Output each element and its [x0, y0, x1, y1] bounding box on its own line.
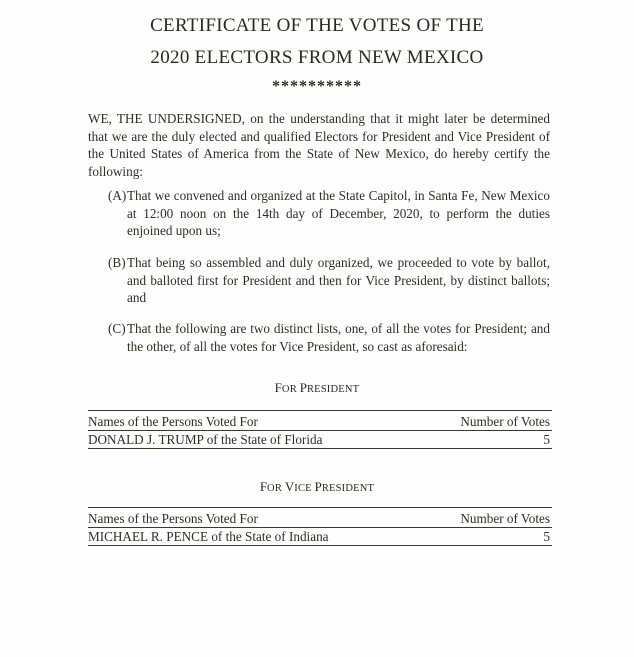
table-bottom-rule [88, 448, 552, 449]
president-votes-table [88, 410, 552, 449]
votes-column-header: Number of Votes [460, 511, 550, 526]
item-b-mark: (B) [108, 255, 126, 270]
candidate-name: DONALD J. TRUMP of the State of Florida [88, 432, 323, 447]
table-row [88, 431, 552, 448]
table-header-row [88, 510, 552, 527]
table-top-rule [88, 410, 552, 411]
item-a-mark: (A) [108, 188, 127, 203]
item-c-text: That the following are two distinct lists, one, of all the votes for President; and the other, of all the votes for Vice President, so cast as aforesaid: [127, 321, 550, 354]
candidate-name: MICHAEL R. PENCE of the State of Indiana [88, 529, 329, 544]
title-separator: ********** [272, 78, 362, 95]
item-c-mark: (C) [108, 321, 126, 336]
item-a-text: That we convened and organized at the State Capitol, in Santa Fe, New Mexico at 12:00 noon on the 14th day of December, 2020, to perform the duties enjoined upon us; [127, 188, 550, 238]
table-row [88, 528, 552, 545]
intro-paragraph: WE, THE UNDERSIGNED, on the understanding that it might later be determined that we are the duly elected and qualified Electors for President and Vice President of the United States of America from the State of New Mexico, do hereby certify the following: [88, 111, 550, 179]
names-column-header: Names of the Persons Voted For [88, 414, 258, 429]
vice-president-votes-table [88, 507, 552, 546]
table-bottom-rule [88, 545, 552, 546]
vote-count: 5 [543, 529, 550, 544]
table-header-row [88, 413, 552, 430]
certification-item-b [108, 254, 550, 307]
title-line-2: 2020 ELECTORS FROM NEW MEXICO [150, 47, 484, 68]
president-section-heading: FOR PRESIDENT [274, 380, 360, 395]
votes-column-header: Number of Votes [460, 414, 550, 429]
vice-president-section-heading: FOR VICE PRESIDENT [259, 479, 375, 494]
certification-item-c [108, 320, 550, 355]
certification-item-a [108, 187, 550, 240]
names-column-header: Names of the Persons Voted For [88, 511, 258, 526]
table-top-rule [88, 507, 552, 508]
item-b-text: That being so assembled and duly organized, we proceeded to vote by ballot, and balloted first for President and then for Vice President, by distinct ballots; and [127, 255, 550, 305]
vote-count: 5 [543, 432, 550, 447]
title-line-1: CERTIFICATE OF THE VOTES OF THE [150, 15, 484, 36]
